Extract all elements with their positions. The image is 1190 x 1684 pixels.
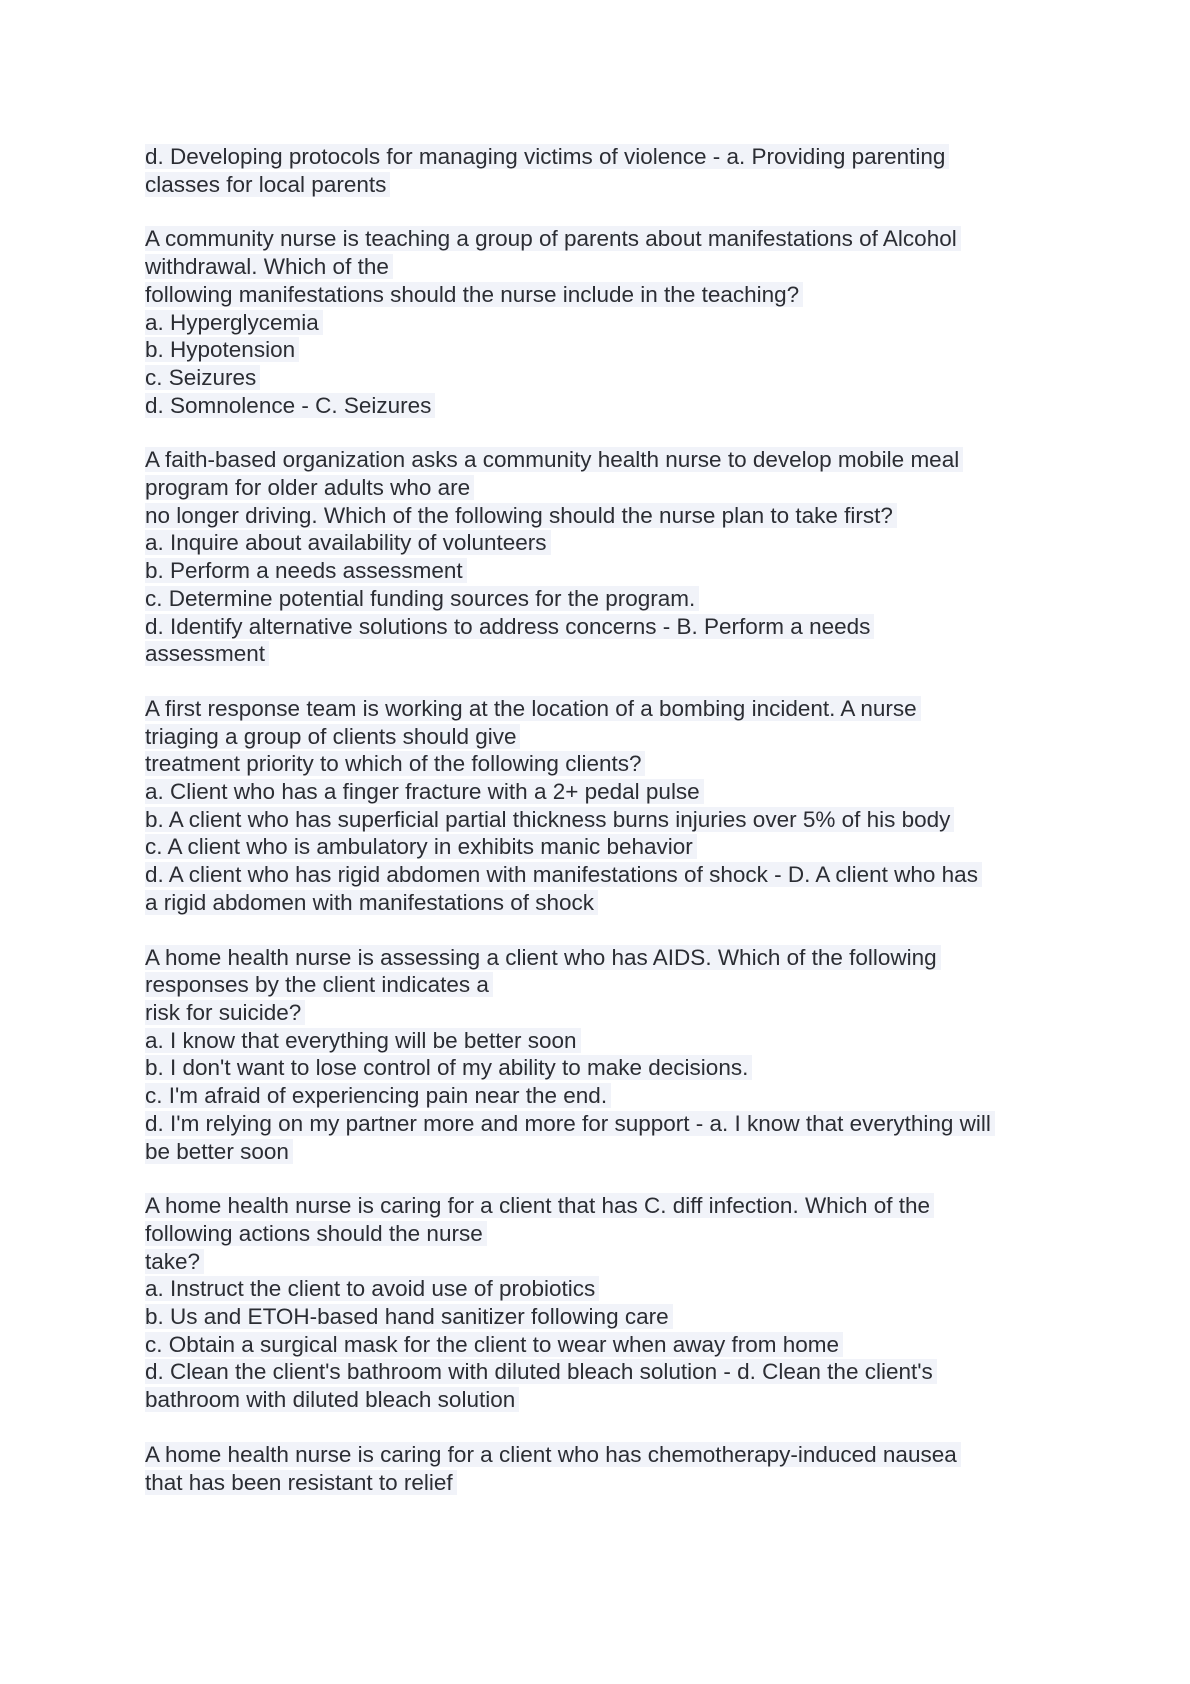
question-alcohol-withdrawal (145, 225, 1065, 419)
question-text: A home health nurse is assessing a client who has AIDS. Which of the following (145, 944, 1065, 972)
answer-option: a. Instruct the client to avoid use of probiotics (145, 1275, 1065, 1303)
text-block-previous-answer (145, 143, 1065, 198)
answer-option: a. Hyperglycemia (145, 309, 1065, 337)
question-text: following manifestations should the nurse include in the teaching? (145, 281, 1065, 309)
question-aids-suicide-risk (145, 944, 1065, 1166)
text-line: classes for local parents (145, 171, 1065, 199)
answer-option: b. Hypotension (145, 336, 1065, 364)
question-text: A faith-based organization asks a community health nurse to develop mobile meal (145, 446, 1065, 474)
answer-option: d. Identify alternative solutions to address concerns - B. Perform a needs (145, 613, 1065, 641)
question-text: A home health nurse is caring for a client that has C. diff infection. Which of the (145, 1192, 1065, 1220)
question-text: no longer driving. Which of the following should the nurse plan to take first? (145, 502, 1065, 530)
answer-option: assessment (145, 640, 1065, 668)
question-text: following actions should the nurse (145, 1220, 1065, 1248)
question-text: program for older adults who are (145, 474, 1065, 502)
question-text: risk for suicide? (145, 999, 1065, 1027)
answer-option: b. Perform a needs assessment (145, 557, 1065, 585)
answer-option: c. Obtain a surgical mask for the client to wear when away from home (145, 1331, 1065, 1359)
question-text: A community nurse is teaching a group of parents about manifestations of Alcohol (145, 225, 1065, 253)
answer-option: b. A client who has superficial partial thickness burns injuries over 5% of his body (145, 806, 1065, 834)
question-c-diff-infection (145, 1192, 1065, 1414)
answer-option: bathroom with diluted bleach solution (145, 1386, 1065, 1414)
answer-option: d. I'm relying on my partner more and more for support - a. I know that everything will (145, 1110, 1065, 1138)
answer-option: c. A client who is ambulatory in exhibits manic behavior (145, 833, 1065, 861)
question-text: treatment priority to which of the following clients? (145, 750, 1065, 778)
question-text: A first response team is working at the location of a bombing incident. A nurse (145, 695, 1065, 723)
answer-option: b. Us and ETOH-based hand sanitizer following care (145, 1303, 1065, 1331)
answer-option: be better soon (145, 1138, 1065, 1166)
question-mobile-meal-program (145, 446, 1065, 668)
answer-option: d. A client who has rigid abdomen with manifestations of shock - D. A client who has (145, 861, 1065, 889)
question-bombing-triage (145, 695, 1065, 917)
answer-option: b. I don't want to lose control of my ability to make decisions. (145, 1054, 1065, 1082)
question-text: that has been resistant to relief (145, 1469, 1065, 1497)
answer-option: c. I'm afraid of experiencing pain near the end. (145, 1082, 1065, 1110)
answer-option: d. Clean the client's bathroom with diluted bleach solution - d. Clean the client's (145, 1358, 1065, 1386)
question-text: take? (145, 1248, 1065, 1276)
question-text: responses by the client indicates a (145, 971, 1065, 999)
answer-option: a. Inquire about availability of volunteers (145, 529, 1065, 557)
question-text: triaging a group of clients should give (145, 723, 1065, 751)
text-line: d. Developing protocols for managing victims of violence - a. Providing parenting (145, 143, 1065, 171)
question-text: A home health nurse is caring for a client who has chemotherapy-induced nausea (145, 1441, 1065, 1469)
answer-option: d. Somnolence - C. Seizures (145, 392, 1065, 420)
document-page (145, 143, 1065, 1523)
question-chemotherapy-nausea (145, 1441, 1065, 1496)
answer-option: a rigid abdomen with manifestations of shock (145, 889, 1065, 917)
answer-option: c. Seizures (145, 364, 1065, 392)
answer-option: a. Client who has a finger fracture with a 2+ pedal pulse (145, 778, 1065, 806)
answer-option: c. Determine potential funding sources for the program. (145, 585, 1065, 613)
answer-option: a. I know that everything will be better soon (145, 1027, 1065, 1055)
question-text: withdrawal. Which of the (145, 253, 1065, 281)
